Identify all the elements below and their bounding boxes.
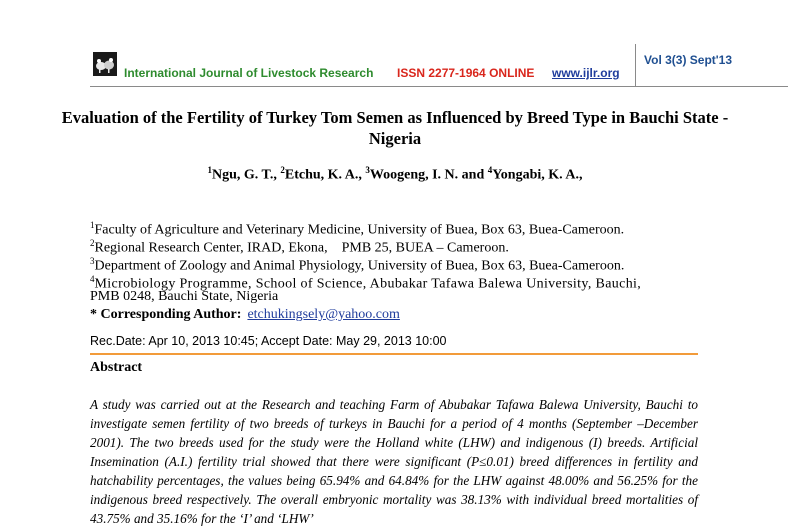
paper-title: Evaluation of the Fertility of Turkey Tom Semen as Influenced by Breed Type in Bauchi State - Nigeria xyxy=(61,108,729,148)
corresponding-email-link[interactable]: etchukingsely@yahoo.com xyxy=(247,307,400,322)
author-sup: 3 xyxy=(365,165,370,175)
journal-logo-icon xyxy=(93,52,117,76)
volume-label: Vol 3(3) Sept'13 xyxy=(644,53,732,67)
author-name: Ngu, G. T., xyxy=(212,167,281,183)
header-divider-vertical xyxy=(635,44,636,86)
abstract-heading: Abstract xyxy=(90,360,143,375)
affiliation-4-cont xyxy=(90,288,278,306)
affiliation-sup: 2 xyxy=(90,238,95,248)
received-accepted-dates: Rec.Date: Apr 10, 2013 10:45; Accept Date: May 29, 2013 10:00 xyxy=(90,334,447,348)
corresponding-author xyxy=(90,307,400,323)
affiliation-text: Faculty of Agriculture and Veterinary Medicine, University of Buea, Box 63, Buea-Cameroon. xyxy=(94,222,625,238)
affiliation-sup: 4 xyxy=(90,274,95,284)
corresponding-author-label: * Corresponding Author: xyxy=(90,307,242,322)
affiliation-text: PMB 0248, Bauchi State, Nigeria xyxy=(90,289,279,304)
abstract-text: A study was carried out at the Research and teaching Farm of Abubakar Tafawa Balewa University, Bauchi to investigate semen fertility of two breeds of turkeys in Bauchi for a period of 4 months (September –December 2001). The two breeds used for the study were the Holland white (LHW) and indigenous (I) breeds. Artificial Insemination (A.I.) fertility trial showed that there were significant (P≤0.01) breed differences in fertility and hatchability percentages, the values being 65.94% and 64.84% for the LHW against 48.00% and 56.25% for the indigenous breed respectively. The overall embryonic mortality was 38.13% with individual breed mortalities of 43.75% and 35.16% for the ‘I’ and ‘LHW’ xyxy=(90,397,698,526)
author-sup: 1 xyxy=(207,165,213,175)
affiliation-sup: 3 xyxy=(90,256,95,266)
author-name: Etchu, K. A., xyxy=(284,167,366,183)
section-divider xyxy=(90,353,698,355)
journal-name: International Journal of Livestock Research xyxy=(124,66,374,80)
affiliation-sup: 1 xyxy=(90,220,95,230)
affiliation-text: Department of Zoology and Animal Physiology, University of Buea, Box 63, Buea-Cameroon. xyxy=(94,258,625,274)
author-name: Yongabi, K. A., xyxy=(492,167,583,183)
author-list xyxy=(60,165,730,184)
journal-website-link[interactable]: www.ijlr.org xyxy=(552,66,620,80)
affiliation-text: Regional Research Center, IRAD, Ekona, PMB 25, BUEA – Cameroon. xyxy=(94,240,509,256)
header-divider xyxy=(90,86,788,87)
affiliation-text: Microbiology Programme, School of Science, Abubakar Tafawa Balewa University, Bauchi, xyxy=(94,276,642,292)
author-sup: 4 xyxy=(487,165,493,175)
author-name: Woogeng, I. N. and xyxy=(369,167,488,183)
author-sup: 2 xyxy=(280,165,285,175)
issn-label: ISSN 2277-1964 ONLINE xyxy=(397,66,535,80)
